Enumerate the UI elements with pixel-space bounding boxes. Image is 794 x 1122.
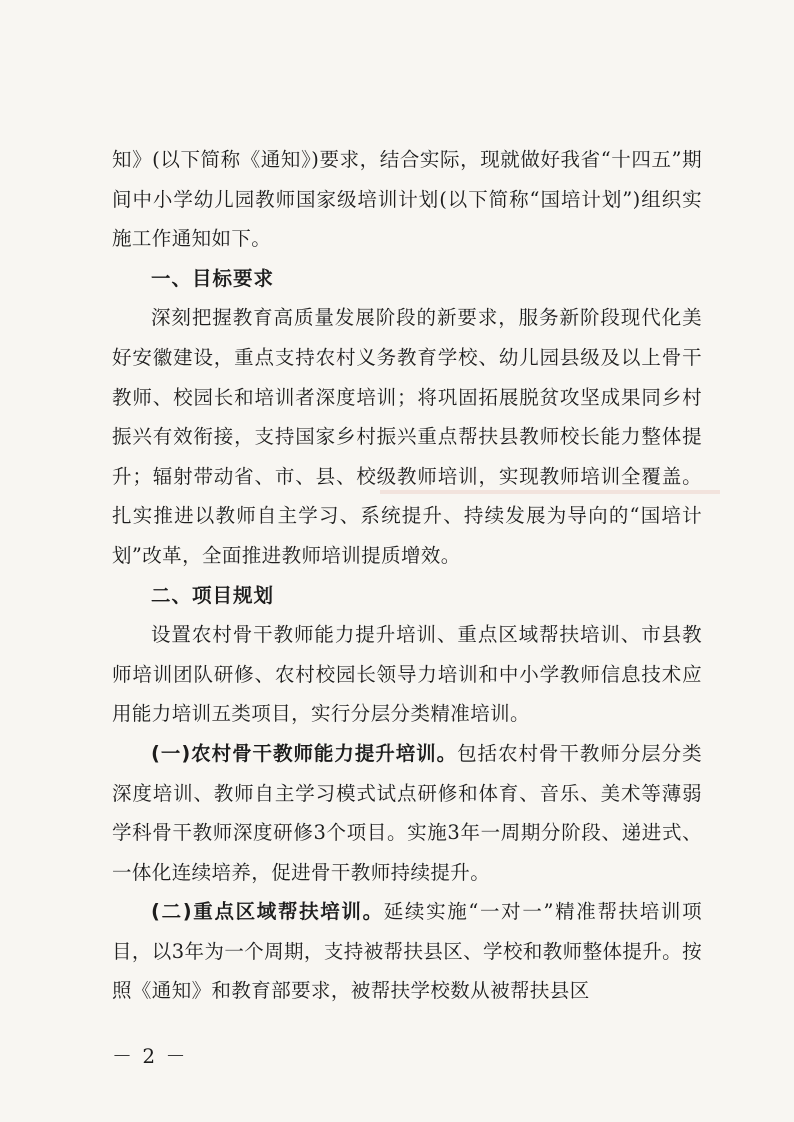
section-body-goals: 深刻把握教育高质量发展阶段的新要求，服务新阶段现代化美好安徽建设，重点支持农村义务教育学校、幼儿园县级及以上骨干教师、校园长和培训者深度培训；将巩固拓展脱贫攻坚成果同乡村振兴有效衔接，支持国家乡村振兴重点帮扶县教师校长能力整体提升；辐射带动省、市、县、校级教师培训，实现教师培训全覆盖。扎实推进以教师自主学习、系统提升、持续发展为导向的“国培计划”改革，全面推进教师培训提质增效。: [112, 306, 702, 567]
item-rural-teacher-training: [112, 734, 702, 892]
item-key-region-support-body: 延续实施“一对一”精准帮扶培训项目，以3年为一个周期，支持被帮扶县区、学校和教师整体提升。按照《通知》和教育部要求，被帮扶学校数从被帮扶县区: [112, 900, 702, 1003]
page-number: － 2 －: [112, 1044, 188, 1068]
item-key-region-support-title: (二)重点区域帮扶培训。: [151, 900, 384, 924]
item-rural-teacher-training-title: (一)农村骨干教师能力提升培训。: [151, 741, 458, 765]
section-body-planning: 设置农村骨干教师能力提升培训、重点区域帮扶培训、市县教师培训团队研修、农村校园长领导力培训和中小学教师信息技术应用能力培训五类项目，实行分层分类精准培训。: [112, 623, 702, 726]
item-rural-teacher-training-body: 包括农村骨干教师分层分类深度培训、教师自主学习模式试点研修和体育、音乐、美术等薄弱学科骨干教师深度研修3个项目。实施3年一周期分阶段、递进式、一体化连续培养，促进骨干教师持续提升。: [112, 741, 702, 884]
item-key-region-support: [112, 892, 702, 1011]
intro-paragraph: 知》(以下简称《通知》)要求，结合实际，现就做好我省“十四五”期间中小学幼儿园教师国家级培训计划(以下简称“国培计划”)组织实施工作通知如下。: [112, 148, 702, 251]
document-body: [112, 140, 702, 1011]
section-heading-planning: 二、项目规划: [151, 583, 275, 607]
section-heading-goals: 一、目标要求: [151, 266, 275, 290]
